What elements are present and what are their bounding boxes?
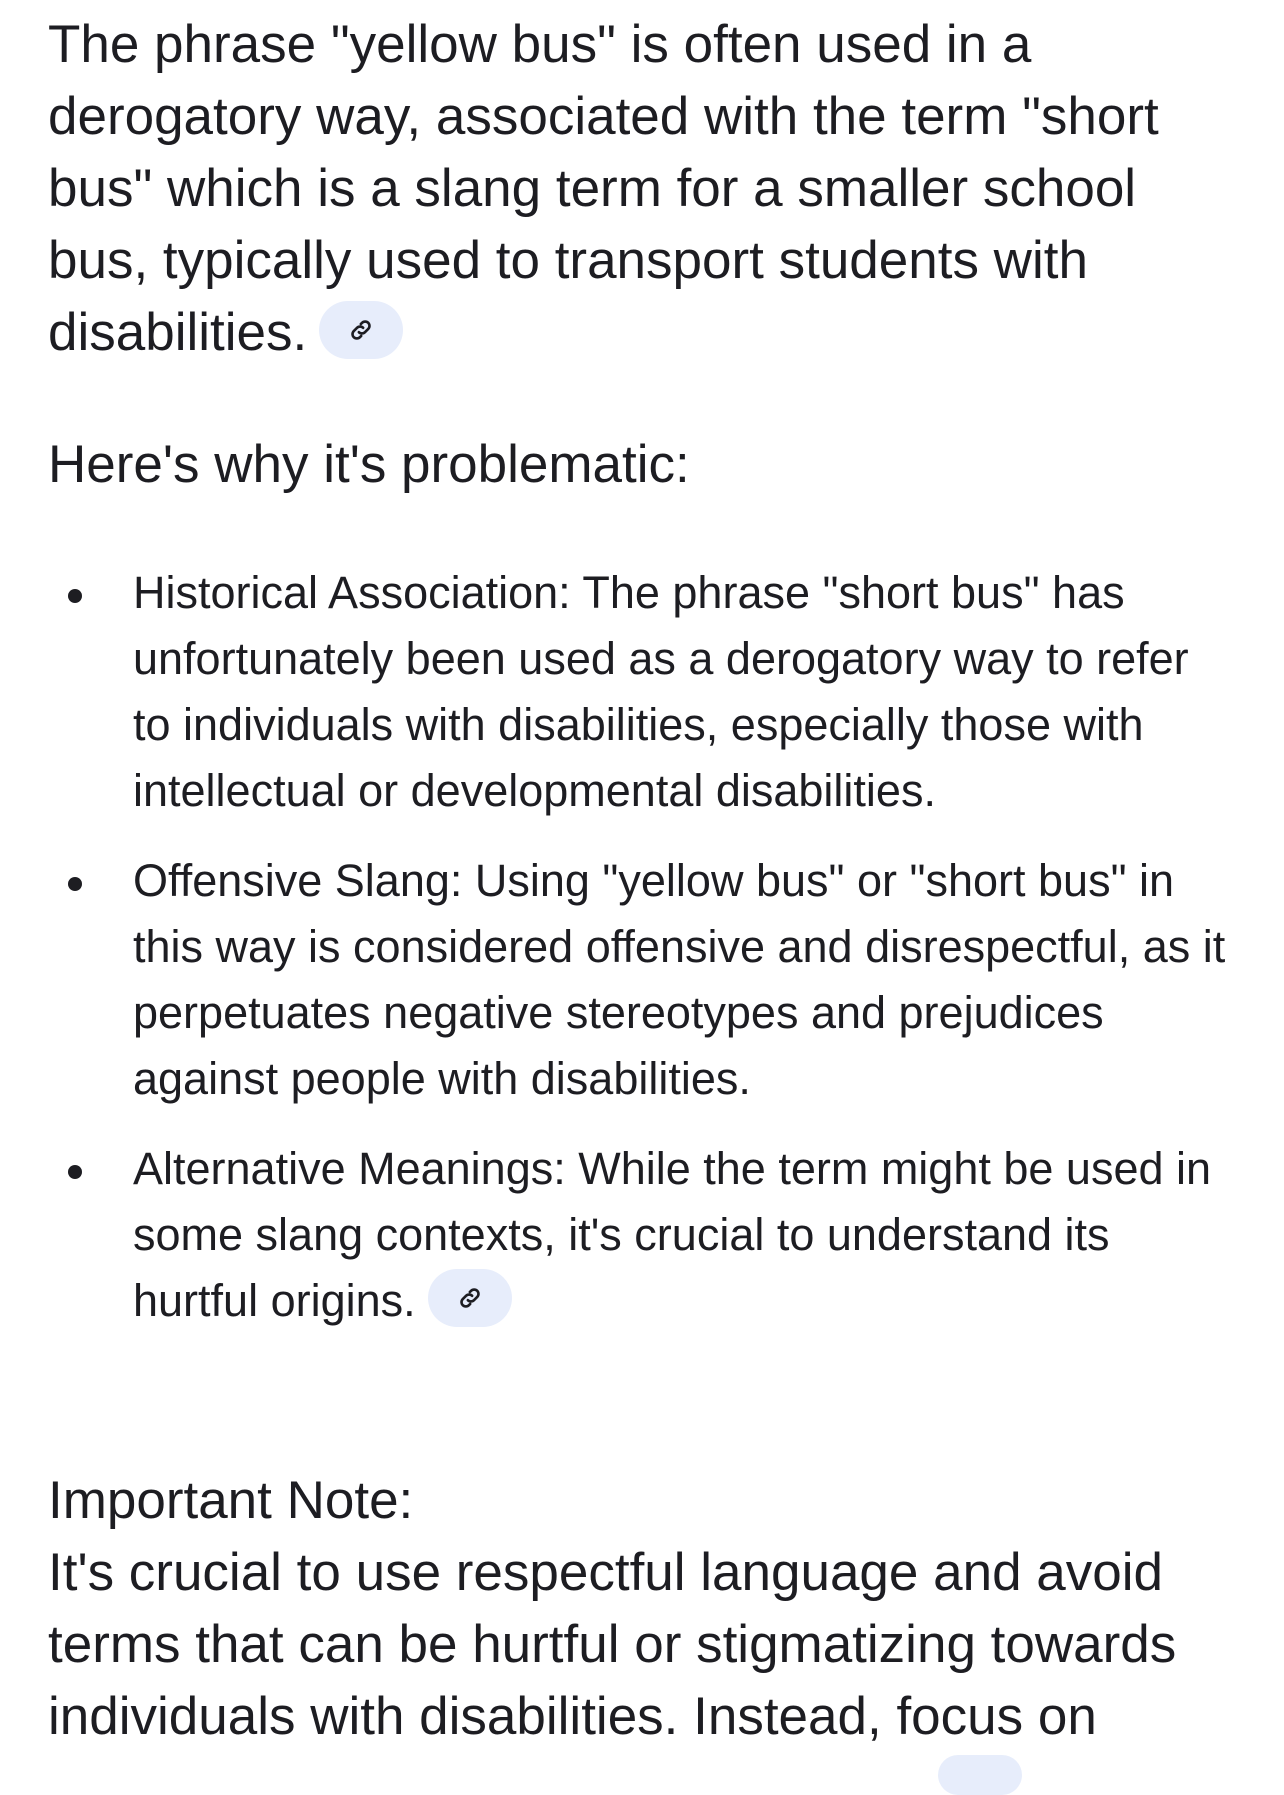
bullet-dot [68,1165,82,1179]
bullet-item [48,560,1238,824]
section-heading: Here's why it's problematic: [48,435,690,494]
source-link-chip[interactable] [319,301,403,359]
link-icon [457,1285,483,1311]
bullet-item [48,848,1238,1112]
link-icon [348,317,374,343]
important-note [48,1465,1238,1753]
bullet-text: Historical Association: The phrase "short bus" has unfortunately been used as a derogatory way to refer to individuals with disabilities, especially those with intellectual or developmental disabilities. [133,567,1189,816]
intro-text: The phrase "yellow bus" is often used in a derogatory way, associated with the term "short bus" which is a slang term for a smaller school bus, typically used to transport students with disabilities. [48,15,1159,362]
bullet-text: Offensive Slang: Using "yellow bus" or "short bus" in this way is considered offensive and disrespectful, as it perpetuates negative stereotypes and prejudices against people with disabilities. [133,855,1226,1104]
response-content [48,0,1238,1746]
source-link-chip[interactable] [938,1755,1022,1795]
note-title: Important Note: [48,1471,414,1530]
bullet-text: Alternative Meanings: While the term might be used in some slang contexts, it's crucial to understand its hurtful origins. [133,1143,1212,1326]
bullet-dot [68,877,82,891]
bullet-list [48,560,1238,1358]
bullet-item [48,1136,1238,1334]
note-text: It's crucial to use respectful language and avoid terms that can be hurtful or stigmatizing towards individuals with disabilities. Instead, focus on [48,1543,1177,1746]
bullet-dot [68,589,82,603]
source-link-chip[interactable] [428,1269,512,1327]
intro-paragraph [48,0,1238,369]
